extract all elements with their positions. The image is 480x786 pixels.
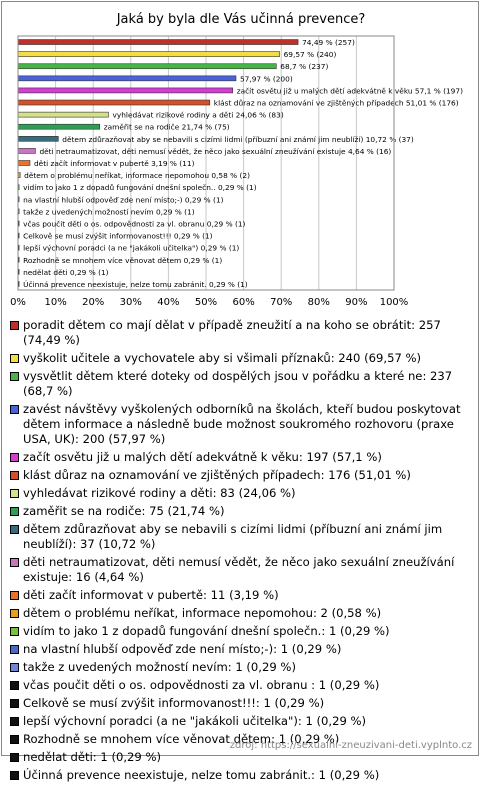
bar <box>18 88 233 93</box>
legend-text: takže z uvedených možností nevím: 1 (0,29 %) <box>23 660 296 674</box>
bar <box>18 52 280 57</box>
chart-legend <box>10 318 476 786</box>
bar <box>18 76 236 81</box>
legend-item <box>10 450 476 465</box>
legend-swatch <box>10 321 19 330</box>
legend-swatch <box>10 717 19 726</box>
legend-item <box>10 660 476 675</box>
legend-text: děti začít informovat v pubertě: 11 (3,19 %) <box>23 588 279 602</box>
legend-swatch <box>10 609 19 618</box>
bar <box>18 100 210 105</box>
legend-text: dětem o problému neříkat, informace nepomohou: 2 (0,58 %) <box>23 606 382 620</box>
bar-label: lepší výchovní poradci (a ne "jakákoli učitelka") 0,29 % (1) <box>23 243 240 253</box>
legend-swatch <box>10 771 19 780</box>
legend-item <box>10 369 476 399</box>
bar-label: vyhledávat rizikové rodiny a děti 24,06 % (83) <box>112 110 284 120</box>
legend-text: vyhledávat rizikové rodiny a děti: 83 (24,06 %) <box>23 486 296 500</box>
bar-label: děti netraumatizovat, děti nemusí vědět, že něco jako sexuální zneužívání existuje 4,64 % (16) <box>39 146 392 156</box>
bar-label: dětem o problému neříkat, informace nepomohou 0,58 % (2) <box>24 171 251 181</box>
legend-item <box>10 555 476 585</box>
legend-item <box>10 468 476 483</box>
bar-label: 74,49 % (257) <box>302 38 355 48</box>
legend-swatch <box>10 699 19 708</box>
bar-label: klást důraz na oznamování ve zjištěných případech 51,01 % (176) <box>213 98 459 108</box>
legend-text: Celkově se musí zvýšit informovanost!!!: 1 (0,29 %) <box>23 696 325 710</box>
legend-swatch <box>10 627 19 636</box>
legend-text: poradit dětem co mají dělat v případě zneužití a na koho se obrátit: 257 (74,49 %) <box>23 318 441 347</box>
legend-text: vyškolit učitele a vychovatele aby si všimali příznaků: 240 (69,57 %) <box>23 351 422 365</box>
bar-label: na vlastní hlubší odpověď zde není místo;-) 0,29 % (1) <box>23 195 224 205</box>
bar-label: Celkově se musí zvýšit informovanost!!! 0,29 % (1) <box>23 231 213 241</box>
legend-item <box>10 678 476 693</box>
legend-item <box>10 768 476 783</box>
legend-item <box>10 351 476 366</box>
x-tick-label: 30% <box>119 297 142 308</box>
source-note: zdroj: https://sexualni-zneuzivani-deti.vyplnto.cz <box>229 740 472 751</box>
legend-swatch <box>10 591 19 600</box>
legend-text: zaměřit se na rodiče: 75 (21,74 %) <box>23 504 225 518</box>
bar-label: vidím to jako 1 z dopadů fungování dnešní společn.. 0,29 % (1) <box>23 183 257 193</box>
legend-item <box>10 486 476 501</box>
bar-label: 68,7 % (237) <box>280 62 329 72</box>
x-tick-label: 70% <box>270 297 293 308</box>
legend-item <box>10 318 476 348</box>
legend-item <box>10 606 476 621</box>
legend-text: nedělat děti: 1 (0,29 %) <box>23 750 162 764</box>
bar-label: nedělat děti 0,29 % (1) <box>23 267 109 277</box>
legend-text: včas poučit děti o os. odpovědnosti za vl. obranu : 1 (0,29 %) <box>23 678 380 692</box>
legend-swatch <box>10 735 19 744</box>
legend-item <box>10 642 476 657</box>
legend-swatch <box>10 372 19 381</box>
legend-text: zavést návštěvy vyškolených odborníků na školách, kteří budou poskytovat dětem informace a následně bude možnost soukromého rozhovoru (praxe USA, UK): 200 (57,97 %) <box>23 402 461 446</box>
legend-text: začít osvětu již u malých dětí adekvátně k věku: 197 (57,1 %) <box>23 450 382 464</box>
bar-label: děti začít informovat v pubertě 3,19 % (11) <box>33 159 195 168</box>
x-tick-label: 50% <box>194 297 218 308</box>
x-tick-label: 100% <box>379 297 409 308</box>
x-tick-label: 80% <box>307 297 330 308</box>
bar <box>18 112 108 117</box>
legend-item <box>10 588 476 603</box>
bar <box>18 124 100 129</box>
bar-label: 57,97 % (200) <box>239 74 293 84</box>
bar <box>18 148 35 153</box>
bar-label: dětem zdůrazňovat aby se nebavili s cizími lidmi (příbuzní ani známí jim neublíží) 10,72 % (37) <box>62 134 414 144</box>
chart-frame <box>1 1 479 782</box>
bar-label: Rozhodně se mnohem více věnovat dětem 0,29 % (1) <box>23 255 223 265</box>
legend-swatch <box>10 753 19 762</box>
bar-label: včas poučit děti o os. odpovědnosti za vl. obranu 0,29 % (1) <box>23 219 246 229</box>
legend-swatch <box>10 405 19 414</box>
legend-swatch <box>10 354 19 363</box>
x-tick-label: 90% <box>345 297 368 308</box>
legend-swatch <box>10 471 19 480</box>
legend-text: Účinná prevence neexistuje, nelze tomu zabránit.: 1 (0,29 %) <box>23 768 380 782</box>
legend-text: vysvětlit dětem které doteky od dospělých jsou v pořádku a které ne: 237 (68,7 %) <box>23 369 453 398</box>
legend-swatch <box>10 681 19 690</box>
legend-text: klást důraz na oznamování ve zjištěných případech: 176 (51,01 %) <box>23 468 411 482</box>
legend-swatch <box>10 645 19 654</box>
legend-text: lepší výchovní poradci (a ne "jakákoli učitelka"): 1 (0,29 %) <box>23 714 367 728</box>
bar-label: zaměřit se na rodiče 21,74 % (75) <box>103 122 230 132</box>
legend-swatch <box>10 453 19 462</box>
legend-swatch <box>10 663 19 672</box>
legend-item <box>10 402 476 447</box>
x-tick-label: 20% <box>82 297 105 308</box>
bar-label: takže z uvedených možností nevím 0,29 % (1) <box>23 207 195 217</box>
bar <box>18 161 30 166</box>
legend-swatch <box>10 489 19 498</box>
legend-item <box>10 504 476 519</box>
x-tick-label: 10% <box>44 297 67 308</box>
x-tick-label: 60% <box>232 297 255 308</box>
legend-text: Rozhodně se mnohem více věnovat dětem: 1 (0,29 %) <box>23 732 340 746</box>
legend-swatch <box>10 507 19 516</box>
legend-item <box>10 522 476 552</box>
bar-label: 69,57 % (240) <box>283 50 337 60</box>
legend-item <box>10 624 476 639</box>
bar-label: Účinná prevence neexistuje, nelze tomu zabránit. 0,29 % (1) <box>23 279 248 289</box>
x-tick-label: 0% <box>10 297 26 308</box>
bar <box>18 40 298 45</box>
legend-text: na vlastní hlubší odpověď zde není místo;-): 1 (0,29 %) <box>23 642 342 656</box>
legend-item <box>10 714 476 729</box>
chart-title: Jaká by byla dle Vás učinná prevence? <box>116 12 366 27</box>
bar-label: začít osvětu již u malých dětí adekvátně k věku 57,1 % (197) <box>236 86 463 96</box>
legend-text: děti netraumatizovat, děti nemusí vědět, že něco jako sexuální zneužívání existuje: 16 (4,64 %) <box>23 555 455 584</box>
legend-item <box>10 750 476 765</box>
bar <box>18 136 58 141</box>
bar-chart-plot <box>2 2 480 314</box>
legend-item <box>10 696 476 711</box>
legend-text: dětem zdůrazňovat aby se nebavili s cizími lidmi (příbuzní ani známí jim neublíží): 37 (10,72 %) <box>23 522 443 551</box>
x-tick-label: 40% <box>157 297 180 308</box>
legend-text: vidím to jako 1 z dopadů fungování dnešní společn.: 1 (0,29 %) <box>23 624 390 638</box>
legend-swatch <box>10 558 19 567</box>
bar <box>18 64 276 69</box>
legend-swatch <box>10 525 19 534</box>
